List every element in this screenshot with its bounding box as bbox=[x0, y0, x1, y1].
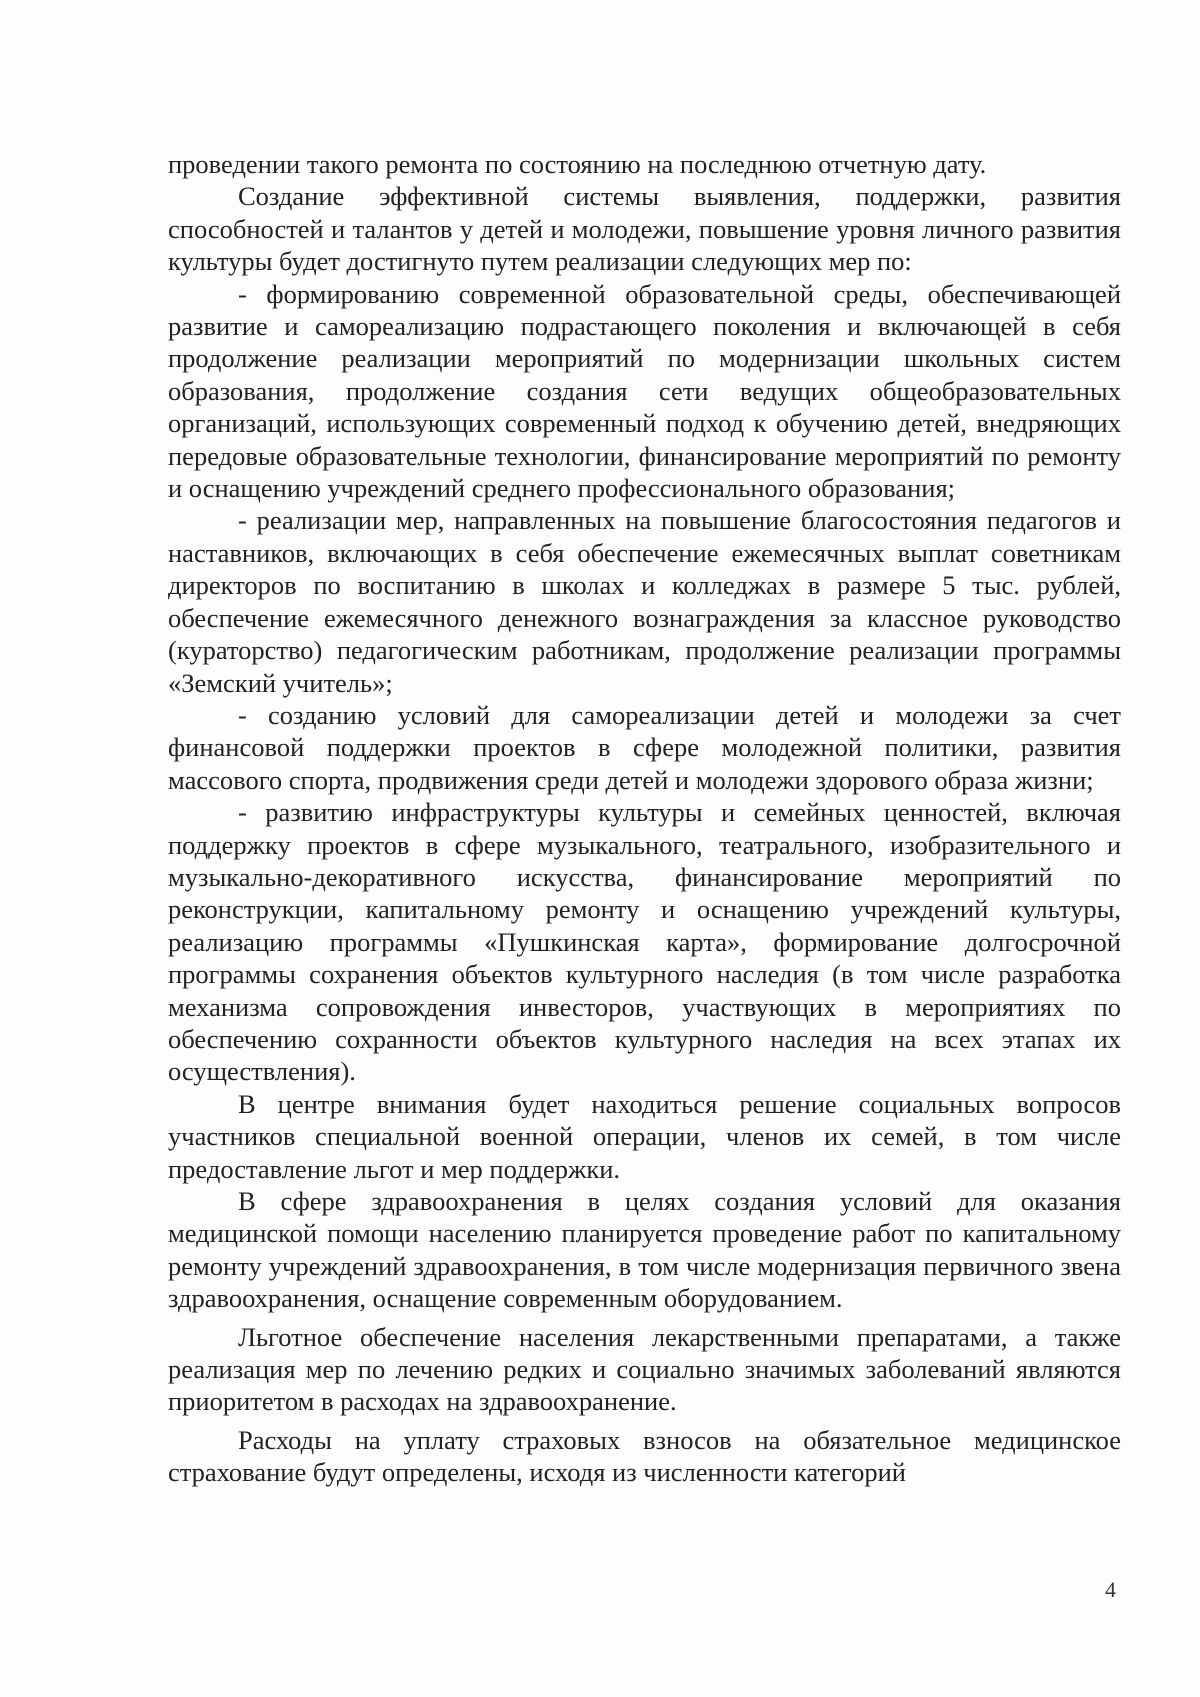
paragraph-healthcare: В сфере здравоохранения в целях создания условий для оказания медицинской помощи населению планируется проведение работ по капитальному ремонту учреждений здравоохранения, в том числе модернизация первичного звена здравоохранения, оснащение современным оборудованием. bbox=[168, 1186, 1121, 1314]
paragraph-talents: Создание эффективной системы выявления, поддержки, развития способностей и талантов у детей и молодежи, повышение уровня личного развития культуры будет достигнуто путем реализации следующих мер по: bbox=[168, 181, 1121, 277]
paragraph-medicines: Льготное обеспечение населения лекарственными препаратами, а также реализация мер по лечению редких и социально значимых заболеваний являются приоритетом в расходах на здравоохранение. bbox=[168, 1321, 1121, 1417]
document-body bbox=[168, 148, 1121, 1489]
paragraph-culture-infrastructure: - развитию инфраструктуры культуры и семейных ценностей, включая поддержку проектов в сфере музыкального, театрального, изобразительного и музыкально-декоративного искусства, финансирование мероприятий по реконструкции, капитальному ремонту и оснащению учреждений культуры, реализацию программы «Пушкинская карта», формирование долгосрочной программы сохранения объектов культурного наследия (в том числе разработка механизма сопровождения инвесторов, участвующих в мероприятиях по обеспечению сохранности объектов культурного наследия на всех этапах их осуществления). bbox=[168, 797, 1121, 1087]
paragraph-teachers-welfare: - реализации мер, направленных на повышение благосостояния педагогов и наставников, включающих в себя обеспечение ежемесячных выплат советникам директоров по воспитанию в школах и колледжах в размере 5 тыс. рублей, обеспечение ежемесячного денежного вознаграждения за классное руководство (кураторство) педагогическим работникам, продолжение реализации программы «Земский учитель»; bbox=[168, 505, 1121, 698]
paragraph-insurance: Расходы на уплату страховых взносов на обязательное медицинское страхование будут определены, исходя из численности категорий bbox=[168, 1424, 1121, 1488]
paragraph-education-environment: - формированию современной образовательной среды, обеспечивающей развитие и самореализацию подрастающего поколения и включающей в себя продолжение реализации мероприятий по модернизации школьных систем образования, продолжение создания сети ведущих общеобразовательных организаций, использующих современный подход к обучению детей, внедряющих передовые образовательные технологии, финансирование мероприятий по ремонту и оснащению учреждений среднего профессионального образования; bbox=[168, 278, 1121, 504]
paragraph-svo-participants: В центре внимания будет находиться решение социальных вопросов участников специальной военной операции, членов их семей, в том числе предоставление льгот и мер поддержки. bbox=[168, 1088, 1121, 1184]
paragraph-continuation: проведении такого ремонта по состоянию на последнюю отчетную дату. bbox=[168, 149, 987, 179]
paragraph-youth-self-realization: - созданию условий для самореализации детей и молодежи за счет финансовой поддержки проектов в сфере молодежной политики, развития массового спорта, продвижения среди детей и молодежи здорового образа жизни; bbox=[168, 699, 1121, 795]
page-number: 4 bbox=[1105, 1577, 1116, 1602]
